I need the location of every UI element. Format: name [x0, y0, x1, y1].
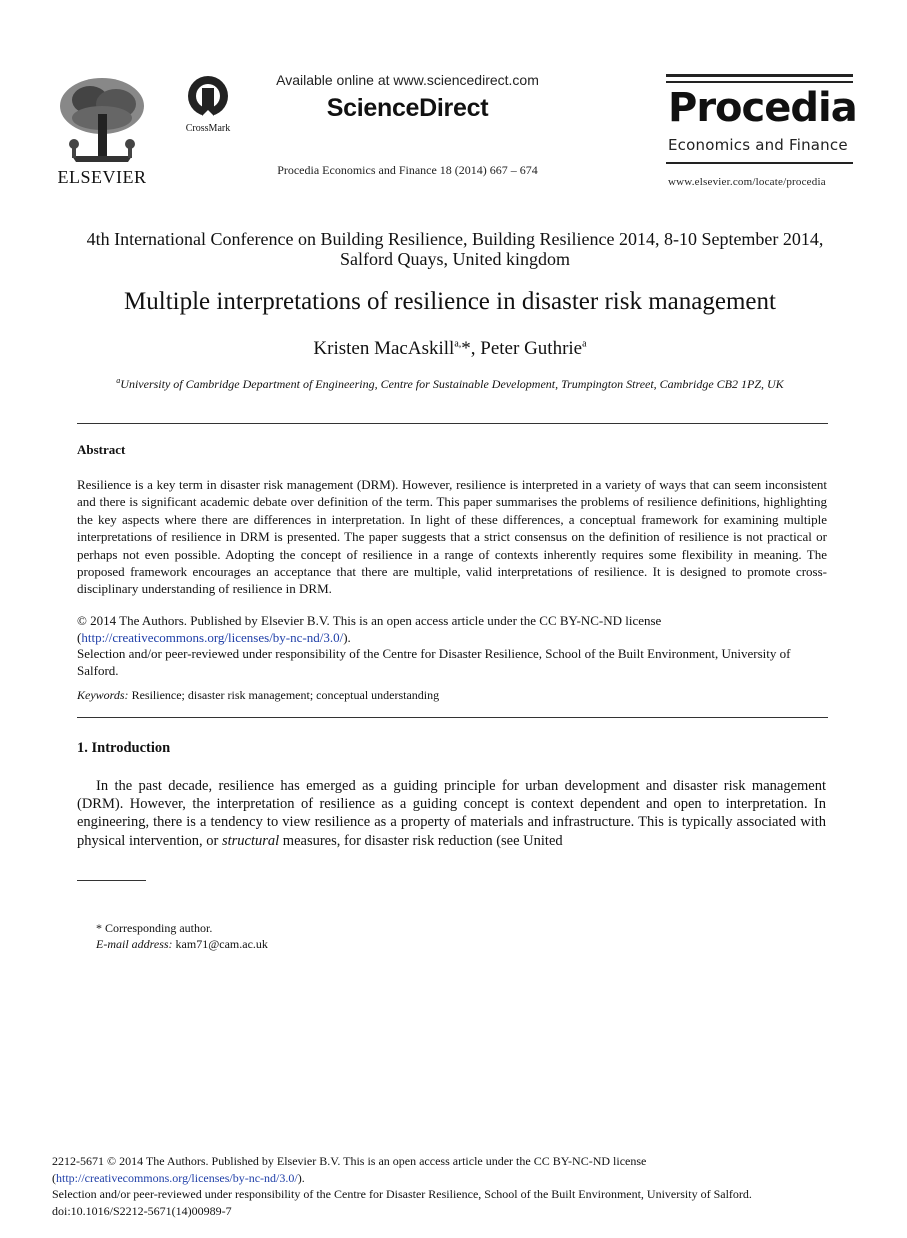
bottom-paren-open: (	[52, 1170, 56, 1185]
procedia-wordmark: Procedia	[668, 85, 857, 131]
abstract-top-rule	[77, 423, 828, 424]
doi[interactable]: doi:10.1016/S2212-5671(14)00989-7	[52, 1203, 232, 1218]
affiliation-text: University of Cambridge Department of Engineering, Centre for Sustainable Development, Trumpington Street, Cambridge CB2 1PZ, UK	[120, 377, 784, 391]
elsevier-tree-icon	[52, 74, 152, 166]
procedia-logo	[666, 74, 856, 192]
intro-text-part: measures, for disaster risk reduction (see United	[279, 832, 563, 849]
sciencedirect-logo: ScienceDirect	[326, 94, 489, 122]
email-address[interactable]: kam71@cam.ac.uk	[172, 937, 268, 951]
affiliation-mark: a	[116, 376, 121, 385]
journal-url[interactable]: www.elsevier.com/locate/procedia	[668, 176, 826, 188]
corresponding-author-note: * Corresponding author.	[96, 921, 213, 935]
center-header	[250, 72, 565, 123]
crossmark-icon	[176, 74, 240, 120]
intro-text-part: In the past decade, resilience has emerged as a guiding principle for urban development and disaster risk management (DRM). However, the interpretation of resilience as a guiding concept is context dependent and open to interpretation. In engineering, there is a tendency to view resilience as a property of materials and infrastructure. This is typically associated with physical intervention, or	[77, 778, 826, 849]
conference-line: 4th International Conference on Building Resilience, Building Resilience 2014, 8-10 September 2014, Salford Quays, United kingdom	[86, 229, 824, 269]
journal-citation: Procedia Economics and Finance 18 (2014) 667 – 674	[277, 163, 538, 177]
crossmark-badge[interactable]	[176, 74, 240, 138]
intro-text-italic: structural	[221, 832, 280, 849]
procedia-rule-top	[666, 74, 853, 77]
license-line: © 2014 The Authors. Published by Elsevier B.V. This is an open access article under the CC BY-NC-ND license	[77, 613, 662, 628]
author-name: Peter Guthrie	[480, 338, 583, 359]
keywords-label: Keywords:	[77, 688, 129, 702]
bottom-link-line	[52, 1170, 852, 1187]
available-online: Available online at www.sciencedirect.com	[276, 72, 539, 88]
bottom-paren-close: ).	[297, 1170, 305, 1185]
footnote	[96, 920, 268, 952]
review-statement: Selection and/or peer-reviewed under responsibility of the Centre for Disaster Resilience, School of the Built Environment, University of Salford.	[77, 646, 791, 678]
paper-title: Multiple interpretations of resilience in disaster risk management	[124, 288, 776, 315]
keywords-list: Resilience; disaster risk management; conceptual understanding	[128, 688, 440, 702]
author-affil-mark: a	[582, 338, 587, 350]
license-paren-open: (	[77, 629, 82, 645]
elsevier-wordmark: ELSEVIER	[57, 167, 147, 187]
issn-license-line: 2212-5671 © 2014 The Authors. Published by Elsevier B.V. This is an open access article under the CC BY-NC-ND license	[52, 1154, 647, 1168]
license-link[interactable]: http://creativecommons.org/licenses/by-nc-nd/3.0/	[81, 629, 344, 645]
email-label: E-mail address:	[96, 937, 173, 951]
footnote-rule	[77, 880, 146, 881]
author-name: Kristen MacAskill	[313, 338, 455, 359]
bottom-license-link[interactable]: http://creativecommons.org/licenses/by-nc-nd/3.0/	[56, 1170, 298, 1185]
crossmark-label: CrossMark	[185, 123, 231, 134]
license-link-line	[77, 630, 827, 647]
email-line	[96, 936, 268, 952]
elsevier-logo	[52, 74, 152, 187]
procedia-rule-bottom	[666, 162, 853, 164]
license-paren-close: ).	[343, 629, 351, 645]
affiliation	[40, 376, 860, 392]
abstract-bottom-rule	[77, 717, 828, 718]
procedia-rule-thin	[666, 81, 853, 83]
abstract-text: Resilience is a key term in disaster risk management (DRM). However, resilience is interpreted in a variety of ways that can seem inconsistent and there is significant academic debate over definition of the term. This paper summarises the problems of resilience definitions, highlighting the key aspects where there are differences in interpretation. In light of these differences, a conceptual framework for examining multiple interpretations of resilience in DRM is presented. The paper suggests that a strict consensus on the definition of resilience is not practical or perhaps not even possible. Adopting the concept of resilience in a range of contexts inherently requires some flexibility in meaning. The proposed framework encourages an acceptance that there are multiple, valid interpretations of resilience. It is designed to promote cross-disciplinary understanding of resilience in DRM.	[77, 477, 827, 597]
author-list	[40, 338, 860, 360]
author-affil-mark: a,	[454, 338, 462, 350]
abstract-heading: Abstract	[77, 442, 126, 457]
author-separator: *,	[461, 338, 481, 359]
license-block	[77, 613, 827, 679]
section-heading-introduction: 1. Introduction	[77, 740, 171, 756]
keywords	[77, 688, 827, 703]
introduction-paragraph	[77, 777, 826, 850]
procedia-subtitle: Economics and Finance	[668, 136, 848, 154]
bottom-license-block	[52, 1153, 852, 1219]
bottom-review-statement: Selection and/or peer-reviewed under responsibility of the Centre for Disaster Resilience, School of the Built Environment, University of Salford.	[52, 1187, 752, 1201]
